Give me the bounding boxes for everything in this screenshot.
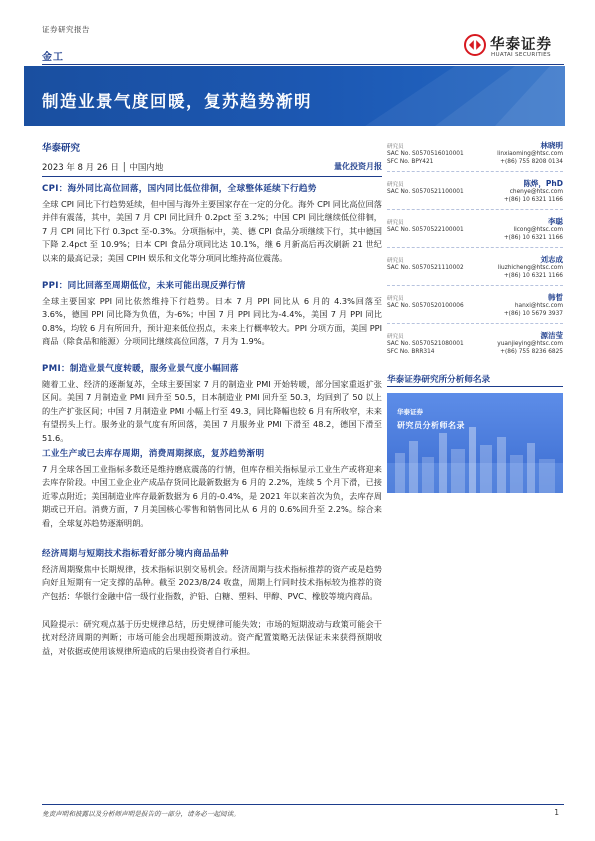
- research-label: 华泰研究: [42, 143, 81, 154]
- date-divider: [42, 176, 382, 177]
- analyst-name: 源洁莹: [540, 331, 563, 340]
- analyst-phone: +(86) 755 8208 0134: [500, 159, 563, 165]
- analyst-role: 研究员: [387, 258, 404, 264]
- header-divider: [42, 64, 564, 65]
- section-title: 经济周期与短期技术指标看好部分境内商品品种: [42, 549, 229, 559]
- section-risk-warning: [42, 616, 382, 658]
- analyst-divider: [387, 247, 563, 248]
- analyst-divider: [387, 171, 563, 172]
- huatai-logo: [464, 32, 564, 62]
- analyst-panel: [387, 140, 563, 368]
- section-title: 工业生产或已去库存周期，消费周期探底，复苏趋势渐明: [42, 449, 265, 459]
- title-banner: [24, 66, 565, 126]
- section-title: PPI：同比回落至周期低位，未来可能出现反弹行情: [42, 281, 246, 291]
- analyst-sac: SAC No. S0570520100006: [387, 303, 464, 309]
- analyst-role: 研究员: [387, 182, 404, 188]
- analyst-email[interactable]: liuzhicheng@htsc.com: [497, 265, 563, 271]
- analyst-name: 韩晳: [548, 293, 563, 302]
- document-type-label: 证券研究报告: [42, 25, 90, 34]
- analyst-phone: +(86) 10 6321 1166: [503, 197, 563, 203]
- analyst-card: [387, 254, 563, 292]
- sector-label: 金工: [42, 52, 64, 63]
- analyst-email[interactable]: yuanjieying@htsc.com: [497, 341, 563, 347]
- analyst-sfc: SFC No. BRR314: [387, 349, 435, 355]
- analyst-phone: +(86) 10 5679 3937: [503, 311, 563, 317]
- analyst-divider: [387, 209, 563, 210]
- promo-brand: 华泰证券: [397, 408, 423, 416]
- analyst-sac: SAC No. S0570522100001: [387, 227, 464, 233]
- section-cpi: [42, 182, 382, 265]
- analyst-card: [387, 292, 563, 330]
- analyst-name: 李聪: [548, 217, 563, 226]
- main-content: [42, 140, 382, 656]
- analyst-card: [387, 216, 563, 254]
- analyst-directory-title: 华泰证券研究所分析师名录: [387, 375, 491, 385]
- promo-headline: 研究员分析师名录: [397, 421, 465, 430]
- logo-english-name: HUATAI SECURITIES: [491, 52, 551, 58]
- disclaimer-note: 免责声明和披露以及分析师声明是报告的一部分，请务必一起阅读。: [42, 810, 240, 818]
- analyst-role: 研究员: [387, 144, 404, 150]
- analyst-email[interactable]: hanxi@htsc.com: [514, 303, 563, 309]
- analyst-role: 研究员: [387, 220, 404, 226]
- section-body: 经济周期聚焦中长期规律，技术指标识别交易机会。经济周期与技术指标推荐的资产或是趋势向好且短期有一定支撑的品种。截至 2023/8/24 收盘，周期上行同时技术指标较为推荐的资产包括：华银行金融中信一级行业指数，沪铅、白糖、塑料、甲醇、PVC、橡胶等境内商品。: [42, 564, 382, 601]
- analyst-email[interactable]: licong@htsc.com: [513, 227, 563, 233]
- city-skyline-image: [387, 423, 563, 493]
- section-industry-consumption: [42, 447, 382, 530]
- logo-chinese-name: 华泰证券: [490, 37, 552, 53]
- section-body: 7 月全球各国工业指标多数还是维持磨底震荡的行情，但库存相关指标显示工业生产或将迎来去库存阶段。中国工业企业产成品存货同比最新数据为 6 月的 2.2%，连续 5 个月下滑，已接近零点附近；美国制造业库存最新数据为 6 月的-0.4%，是 2021 年以来首次为负，去库存周期或已开启。消费方面，7 月美国核心零售和销售同比从 6 月的 0.6%回升至 2.2%。综合来看，全球复苏趋势逐渐明朗。: [42, 464, 382, 528]
- analyst-name: 陈烨，PhD: [523, 179, 563, 188]
- analyst-card: [387, 178, 563, 216]
- analyst-name: 刘志成: [540, 255, 563, 264]
- page-number: 1: [554, 808, 559, 817]
- analyst-role: 研究员: [387, 334, 404, 340]
- report-date: 2023 年 8 月 26 日 │ 中国内地: [42, 163, 164, 173]
- analyst-sac: SAC No. S0570521080001: [387, 341, 464, 347]
- analyst-card: [387, 140, 563, 178]
- analyst-directory-divider: [387, 386, 563, 387]
- analyst-phone: +(86) 10 6321 1166: [503, 235, 563, 241]
- section-title: CPI：海外同比高位回落，国内同比低位徘徊，全球整体延续下行趋势: [42, 184, 317, 194]
- report-title: 制造业景气度回暖，复苏趋势渐明: [42, 92, 312, 111]
- risk-warning-text: 风险提示：研究观点基于历史规律总结，历史规律可能失效；市场的短期波动与政策可能会干扰对经济周期的判断；市场可能会出现超预期波动。资产配置策略无法保证未来获得预期收益，对依据或使用该规律所造成的后果由投资者自行承担。: [42, 619, 382, 656]
- section-ppi: [42, 279, 382, 349]
- analyst-card: [387, 330, 563, 368]
- analyst-name: 林晓明: [540, 141, 563, 150]
- analyst-divider: [387, 285, 563, 286]
- section-body: 全球 CPI 同比下行趋势延续，但中国与海外主要国家存在一定的分化。海外 CPI 同比高位回落并伴有震荡，其中，美国 7 月 CPI 同比回升 0.2pct 至 3.2%；中国 CPI 同比继续低位徘徊，7 月 CPI 同比下行 0.3pct 至-0.3%。分项指标中，美、德 CPI 食品分项继续下行，其中德国下降 2.4pct 至 10.9%；日本 CPI 食品分项同比达 10.1%，继 6 月新高后再次刷新 21 世纪以来的最高记录；美国 CPIH 娱乐和文化等分项同比维持高位震荡。: [42, 199, 382, 263]
- report-type: 量化投资月报: [334, 162, 382, 171]
- footer-divider: [42, 804, 564, 805]
- section-pmi: [42, 362, 382, 445]
- analyst-email[interactable]: chenye@htsc.com: [509, 189, 563, 195]
- analyst-divider: [387, 323, 563, 324]
- analyst-phone: +(86) 755 8236 6825: [500, 349, 563, 355]
- analyst-sfc: SFC No. BPY421: [387, 159, 434, 165]
- banner-decoration: [305, 66, 565, 126]
- analyst-sac: SAC No. S0570521110002: [387, 265, 464, 271]
- date-row: [42, 161, 382, 175]
- section-body: 全球主要国家 PPI 同比依然维持下行趋势。日本 7 月 PPI 同比从 6 月的 4.3%回落至 3.6%，德国 PPI 同比降为负值，为-6%；中国 7 月 PPI 同比为-4.4%，美国 7 月 PPI 同比 0.8%，均较 6 月有所回升，预计迎来低位拐点，未来上行概率较大。PPI 分项方面，美国 PPI 商品（除食品和能源）分项同比继续高位回落，7 月为 1.9%。: [42, 296, 382, 347]
- section-commodities: [42, 547, 382, 603]
- analyst-sac: SAC No. S0570521100001: [387, 189, 464, 195]
- section-title: PMI：制造业景气度转暖，服务业景气度小幅回落: [42, 364, 239, 374]
- huatai-logo-icon: [464, 34, 486, 56]
- analyst-email[interactable]: linxiaoming@htsc.com: [497, 151, 563, 157]
- section-body: 随着工业、经济的逐渐复苏，全球主要国家 7 月的制造业 PMI 开始转暖，部分国家重返扩张区间。美国 7 月制造业 PMI 回升至 50.5，日本制造业 PMI 回升至 50.3，均回到了 50 以上的生产扩张区间；中国 7 月制造业 PMI 小幅上行至 49.3，同比降幅也较 6 月有所收窄，未来有望拐头上行。服务业的景气度有所回落，美国 7 月服务业 PMI 下滑至 48.2，德国下滑至 51.6。: [42, 379, 382, 443]
- analyst-directory-banner[interactable]: [387, 393, 563, 493]
- analyst-role: 研究员: [387, 296, 404, 302]
- analyst-phone: +(86) 10 6321 1166: [503, 273, 563, 279]
- analyst-sac: SAC No. S0570516010001: [387, 151, 464, 157]
